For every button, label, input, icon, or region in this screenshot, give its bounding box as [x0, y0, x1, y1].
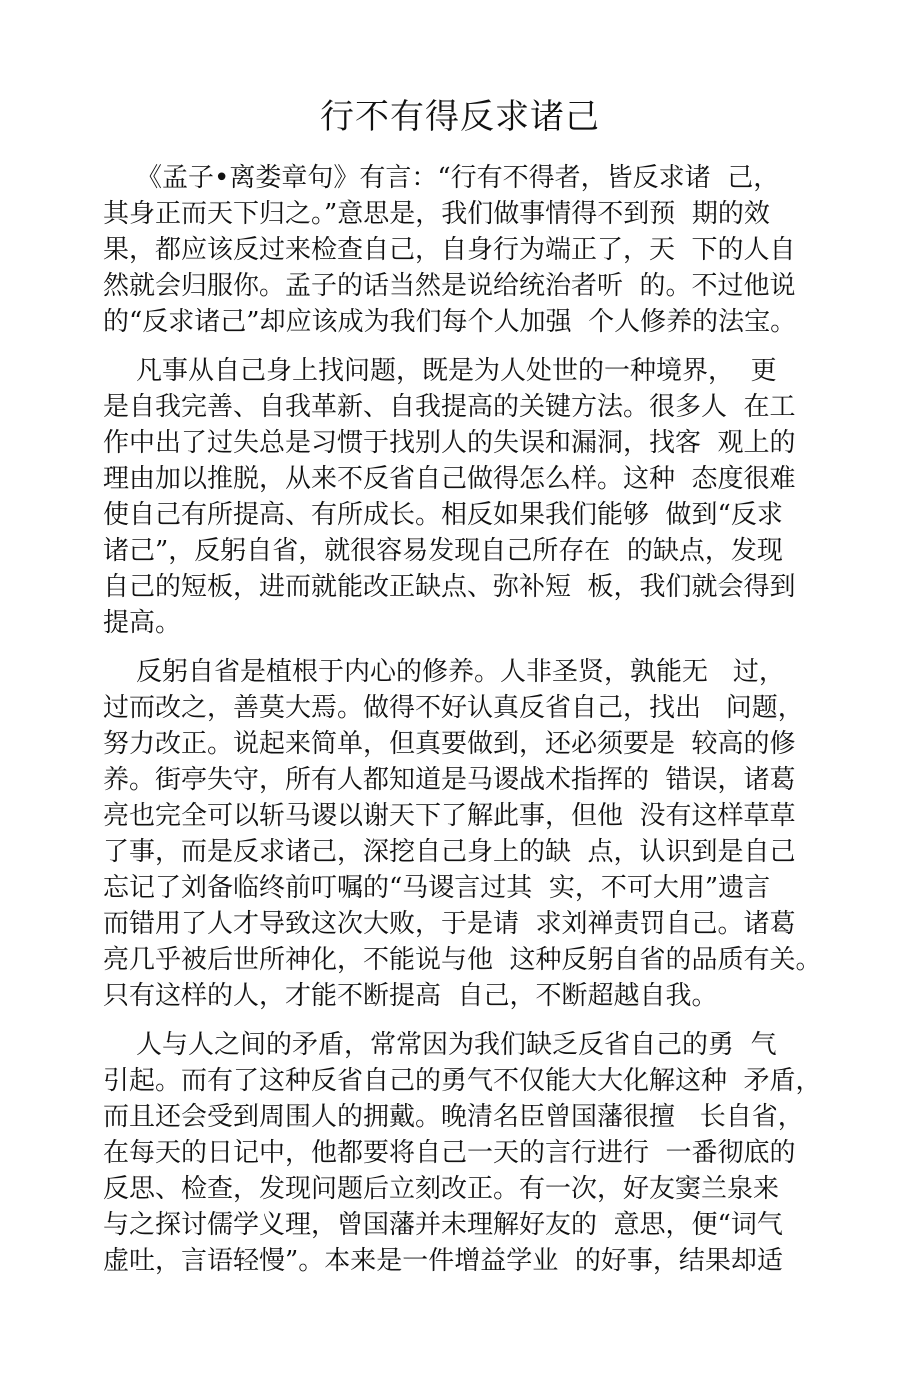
text-line: 只有这样的人，才能不断提高 自己，不断超越自我。 [103, 981, 718, 1011]
text-line: 作中出了过失总是习惯于找别人的失误和漏洞，找客 观上的 [103, 428, 796, 458]
text-line: 与之探讨儒学义理，曾国藩并未理解好友的 意思，便“词气 [103, 1210, 783, 1240]
text-line: 而错用了人才导致这次大败，于是请 求刘禅责罚自己。诸葛 [103, 909, 796, 939]
text-line: 亮也完全可以斩马谡以谢天下了解此事，但他 没有这样草草 [103, 801, 796, 831]
text-line: 其身正而天下归之。”意思是，我们做事情得不到预 期的效 [103, 199, 770, 229]
text-line: 使自己有所提高、有所成长。相反如果我们能够 做到“反求 [103, 500, 783, 530]
page-title: 行不有得反求诸己 [320, 97, 600, 137]
text-line: 果，都应该反过来检查自己，自身行为端正了，天 下的人自 [103, 235, 796, 265]
paragraph-2 [103, 353, 818, 641]
text-line: 过而改之，善莫大焉。做得不好认真反省自己，找出 问题， [103, 693, 804, 723]
text-line: 理由加以推脱，从来不反省自己做得怎么样。这种 态度很难 [103, 464, 796, 494]
text-line: 了事，而是反求诸己，深挖自己身上的缺 点，认识到是自己 [103, 837, 796, 867]
text-line: 引起。而有了这种反省自己的勇气不仅能大大化解这种 矛盾， [103, 1066, 822, 1096]
text-line: 亮几乎被后世所神化，不能说与他 这种反躬自省的品质有关。 [103, 945, 822, 975]
document-body [103, 160, 822, 1292]
text-line: 凡事从自己身上找问题，既是为人处世的一种境界， 更 [103, 356, 777, 386]
text-line: 而且还会受到周围人的拥戴。晚清名臣曾国藩很擅 长自省， [103, 1102, 804, 1132]
text-line: 在每天的日记中，他都要将自己一天的言行进行 一番彻底的 [103, 1138, 796, 1168]
text-line: 虚吐，言语轻慢”。本来是一件增益学业 的好事，结果却适 [103, 1246, 783, 1276]
text-line: 《孟子•离娄章句》有言：“行有不得者，皆反求诸 己， [103, 163, 780, 193]
text-line: 努力改正。说起来简单，但真要做到，还必须要是 较高的修 [103, 729, 796, 759]
text-line: 人与人之间的矛盾，常常因为我们缺乏反省自己的勇 气 [103, 1030, 777, 1060]
text-line: 反躬自省是植根于内心的修养。人非圣贤，孰能无 过， [103, 657, 785, 687]
paragraph-4 [103, 1027, 822, 1279]
text-line: 自己的短板，进而就能改正缺点、弥补短 板，我们就会得到 [103, 572, 796, 602]
text-line: 是自我完善、自我革新、自我提高的关键方法。很多人 在工 [103, 392, 796, 422]
paragraph-1 [103, 160, 818, 340]
text-line: 然就会归服你。孟子的话当然是说给统治者听 的。不过他说 [103, 271, 796, 301]
text-line: 养。街亭失守，所有人都知道是马谡战术指挥的 错误，诸葛 [103, 765, 796, 795]
text-line: 诸己”，反躬自省，就很容易发现自己所存在 的缺点，发现 [103, 536, 783, 566]
paragraph-3 [103, 654, 822, 1014]
text-line: 忘记了刘备临终前叮嘱的“马谡言过其 实，不可大用”遗言 [103, 873, 771, 903]
text-line: 的“反求诸己”却应该成为我们每个人加强 个人修养的法宝。 [103, 307, 797, 337]
text-line: 提高。 [103, 608, 182, 638]
text-line: 反思、检查，发现问题后立刻改正。有一次，好友窦兰泉来 [103, 1174, 780, 1204]
